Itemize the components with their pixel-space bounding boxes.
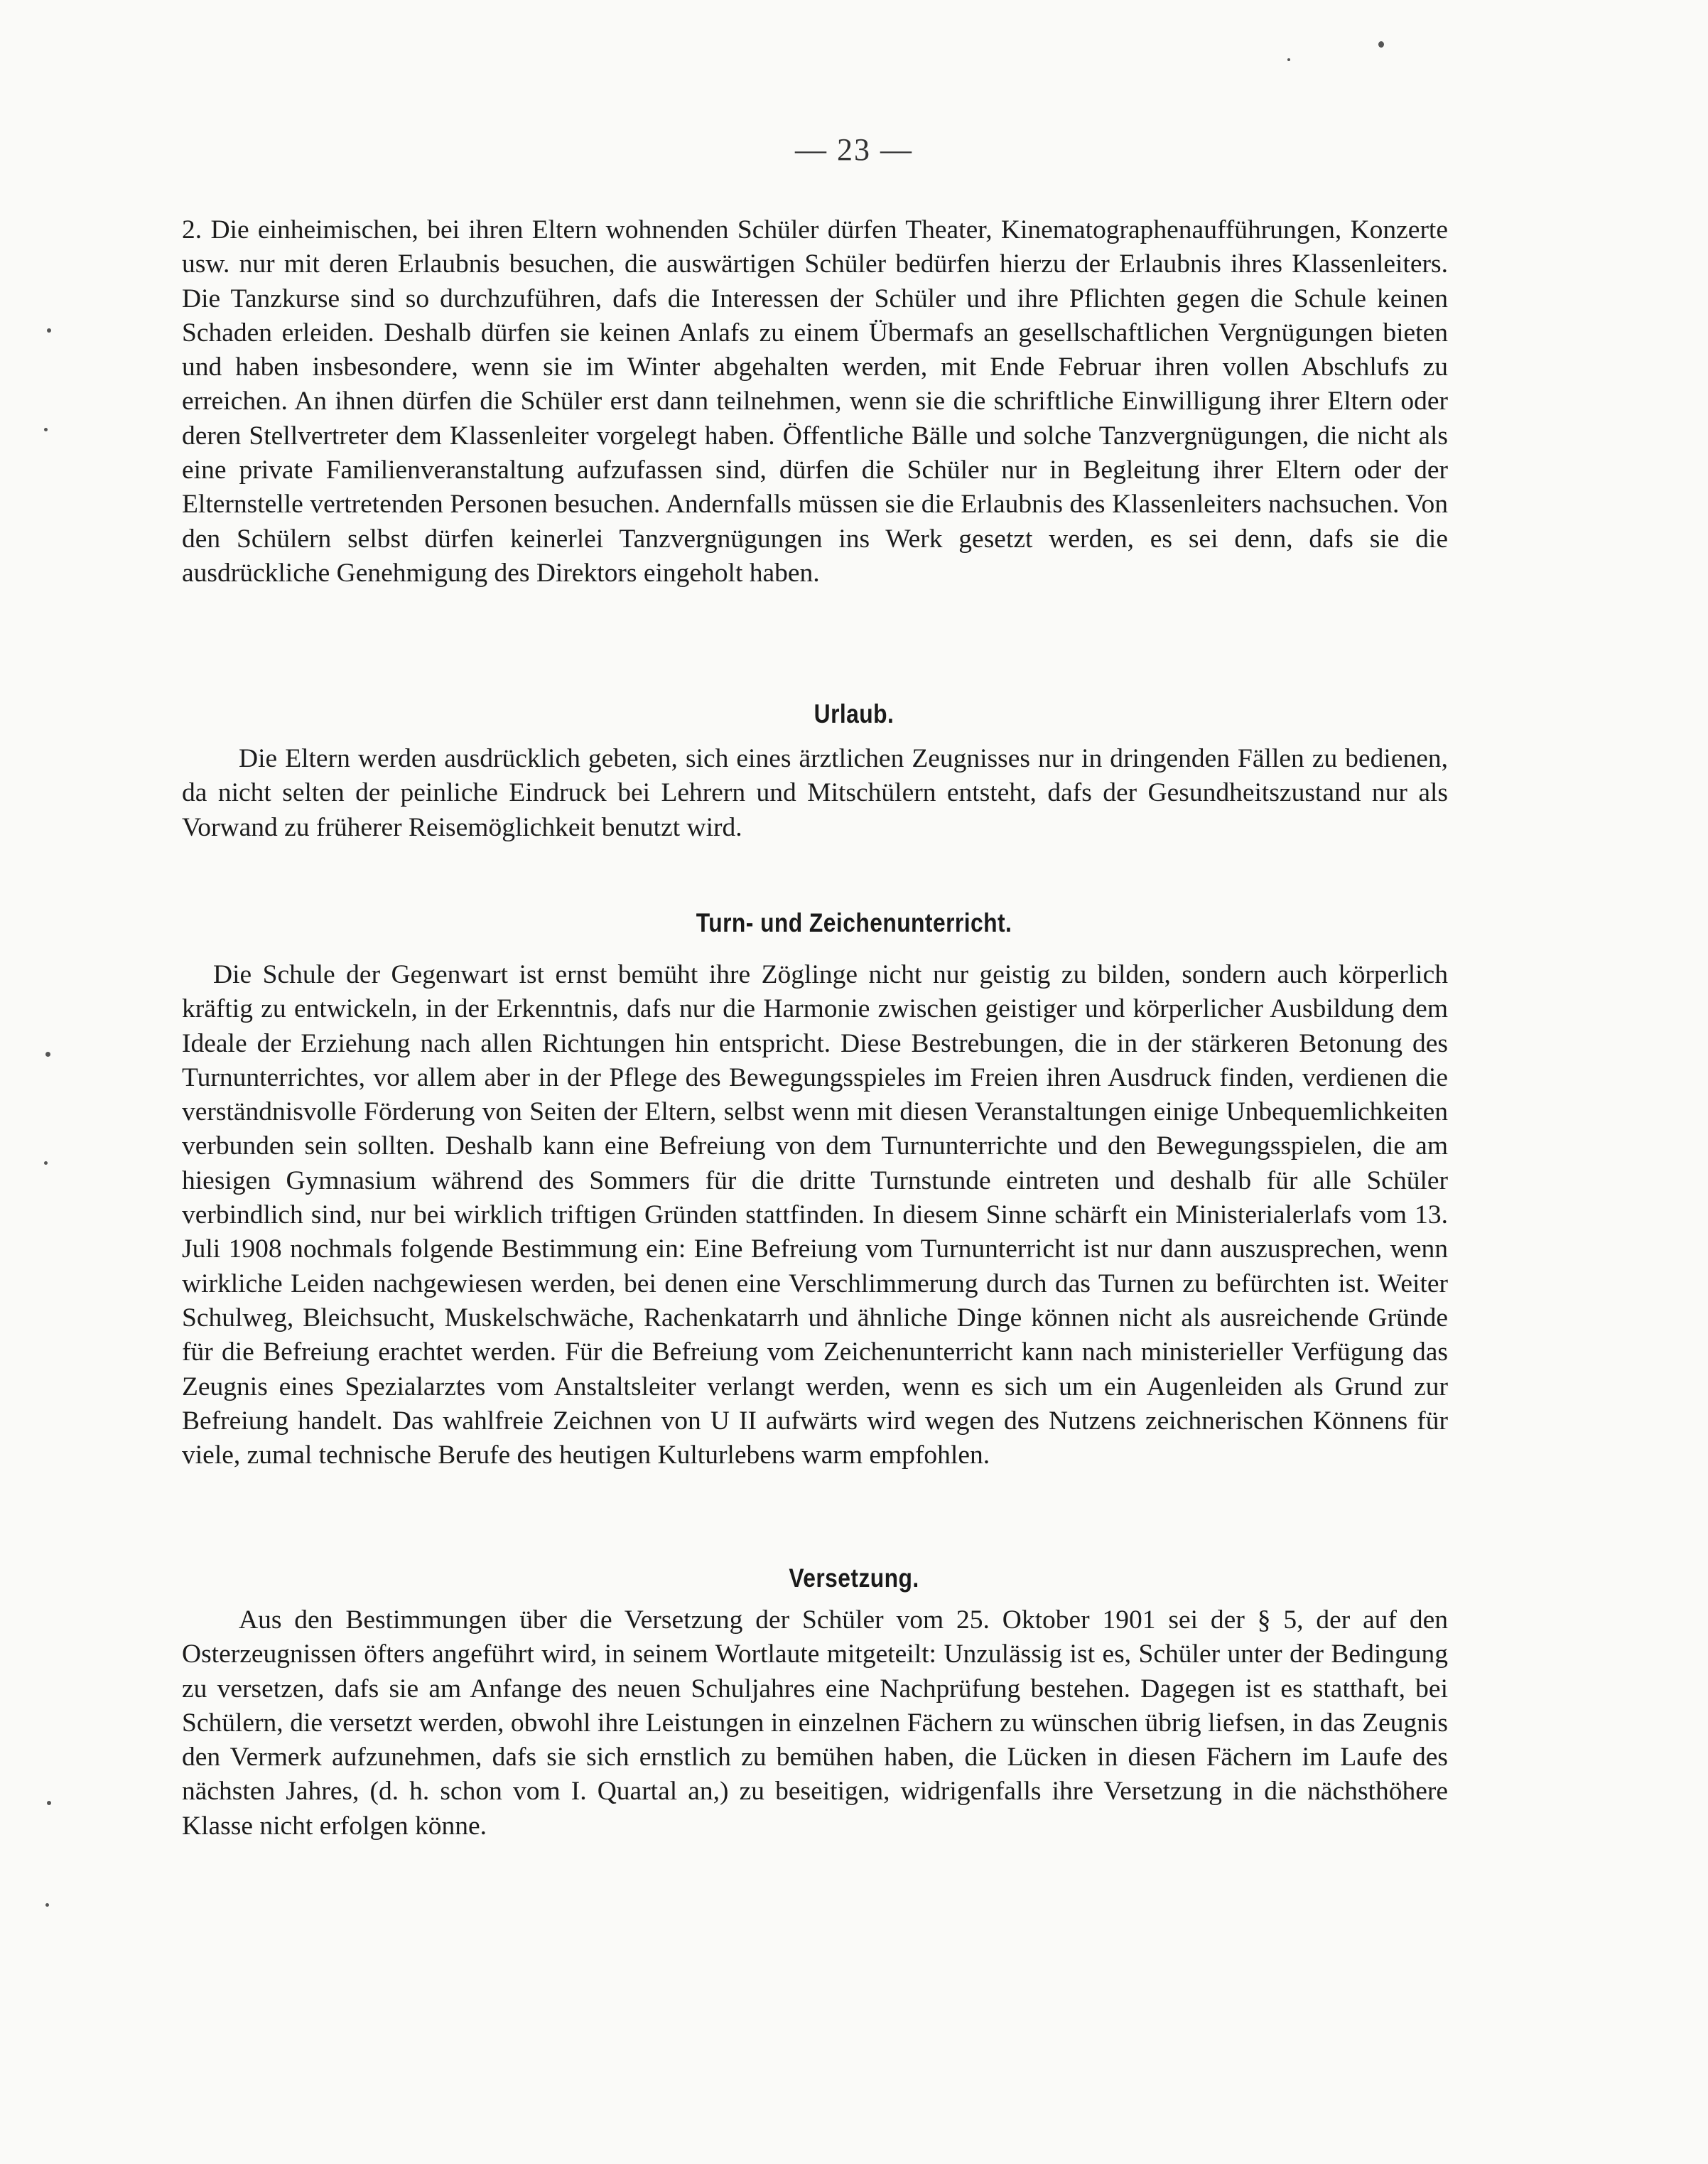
section-versetzung xyxy=(182,1603,1448,1843)
scan-speck xyxy=(1287,58,1290,61)
section-turnen xyxy=(182,958,1448,1473)
margin-mark xyxy=(47,1801,51,1805)
margin-mark xyxy=(45,1052,50,1057)
scan-speck xyxy=(1378,41,1384,48)
turnen-paragraph: Die Schule der Gegenwart ist ernst bemüht ihre Zöglinge nicht nur geistig zu bilden, sondern auch körperlich kräftig zu entwickeln, in der Erkenntnis, dafs nur die Harmonie zwischen geistiger und körperlicher Ausbildung dem Ideale der Erziehung nach allen Richtungen hin entspricht. Diese Bestrebungen, die in der stärkeren Betonung des Turnunterrichtes, vor allem aber in der Pflege des Bewegungsspieles im Freien ihren Ausdruck finden, verdienen die verständnisvolle Förderung von Seiten der Eltern, selbst wenn mit diesen Veranstaltungen einige Unbequemlichkeiten verbunden sein sollten. Deshalb kann eine Befreiung von dem Turnunterrichte und den Bewegungsspielen, die am hiesigen Gymnasium während des Sommers für die dritte Turnstunde eintreten und deshalb für alle Schüler verbindlich sind, nur bei wirklich triftigen Gründen stattfinden. In diesem Sinne schärft ein Ministerialerlafs vom 13. Juli 1908 nochmals folgende Bestimmung ein: Eine Befreiung vom Turnunterricht ist nur dann auszusprechen, wenn wirkliche Leiden nachgewiesen werden, bei denen eine Verschlimmerung durch das Turnen zu befürchten ist. Weiter Schulweg, Bleichsucht, Muskelschwäche, Rachenkatarrh und ähnliche Dinge können nicht als ausreichende Gründe für die Befreiung erachtet werden. Für die Befreiung vom Zeichenunterricht kann nach ministerieller Verfügung das Zeugnis eines Spezialarztes vom Anstaltsleiter verlangt werden, wenn es sich um ein Augenleiden als Grund zur Befreiung handelt. Das wahlfreie Zeichnen von U II aufwärts wird wegen des Nutzens zeichnerischen Könnens für viele, zumal technische Berufe des heutigen Kulturlebens warm empfohlen. xyxy=(182,960,1448,1470)
section-intro xyxy=(182,213,1448,591)
heading-versetzung: Versetzung. xyxy=(789,1563,919,1593)
versetzung-paragraph: Aus den Bestimmungen über die Versetzung der Schüler vom 25. Oktober 1901 sei der § 5, der auf den Osterzeugnissen öfters angeführt wird, in seinem Wortlaute mitgeteilt: Unzulässig ist es, Schüler unter der Bedingung zu versetzen, dafs sie am Anfange des neuen Schuljahres eine Nachprüfung bestehen. Dagegen ist es statthaft, bei Schülern, die versetzt werden, obwohl ihre Leistungen in einzelnen Fächern zu wünschen übrig liefsen, in das Zeugnis den Vermerk aufzunehmen, dafs sie sich ernstlich zu bemühen haben, die Lücken in diesen Fächern im Laufe des nächsten Jahres, (d. h. schon vom I. Quartal an,) zu beseitigen, widrigenfalls ihre Versetzung in die nächsthöhere Klasse nicht erfolgen könne. xyxy=(182,1605,1448,1841)
margin-mark xyxy=(47,328,51,333)
heading-turnen: Turn- und Zeichenunterricht. xyxy=(696,908,1012,937)
margin-mark xyxy=(45,1903,49,1907)
section-urlaub xyxy=(182,742,1448,845)
heading-urlaub: Urlaub. xyxy=(814,699,894,728)
page-number: — 23 — xyxy=(795,132,913,167)
urlaub-paragraph: Die Eltern werden ausdrücklich gebeten, sich eines ärztlichen Zeugnisses nur in dringenden Fällen zu bedienen, da nicht selten der peinliche Eindruck bei Lehrern und Mitschülern entsteht, dafs der Gesundheitszustand nur als Vorwand zu früherer Reisemöglichkeit benutzt wird. xyxy=(182,744,1448,842)
margin-mark xyxy=(44,1161,48,1165)
intro-paragraph: 2. Die einheimischen, bei ihren Eltern wohnenden Schüler dürfen Theater, Kinematographenaufführungen, Konzerte usw. nur mit deren Erlaubnis besuchen, die auswärtigen Schüler bedürfen hierzu der Erlaubnis ihres Klassenleiters. Die Tanzkurse sind so durchzuführen, dafs die Interessen der Schüler und ihre Pflichten gegen die Schule keinen Schaden erleiden. Deshalb dürfen sie keinen Anlafs zu einem Übermafs an gesellschaftlichen Vergnügungen bieten und haben insbesondere, wenn sie im Winter abgehalten werden, mit Ende Februar ihren vollen Abschlufs zu erreichen. An ihnen dürfen die Schüler erst dann teilnehmen, wenn sie die schriftliche Einwilligung ihrer Eltern oder deren Stellvertreter dem Klassenleiter vorgelegt haben. Öffentliche Bälle und solche Tanzvergnügungen, die nicht als eine private Familienveranstaltung aufzufassen sind, dürfen die Schüler nur in Begleitung ihrer Eltern oder der Elternstelle vertretenden Personen besuchen. Andernfalls müssen sie die Erlaubnis des Klassenleiters nachsuchen. Von den Schülern selbst dürfen keinerlei Tanzvergnügungen ins Werk gesetzt werden, es sei denn, dafs sie die ausdrückliche Genehmigung des Direktors eingeholt haben. xyxy=(182,215,1448,588)
margin-mark xyxy=(44,428,48,431)
